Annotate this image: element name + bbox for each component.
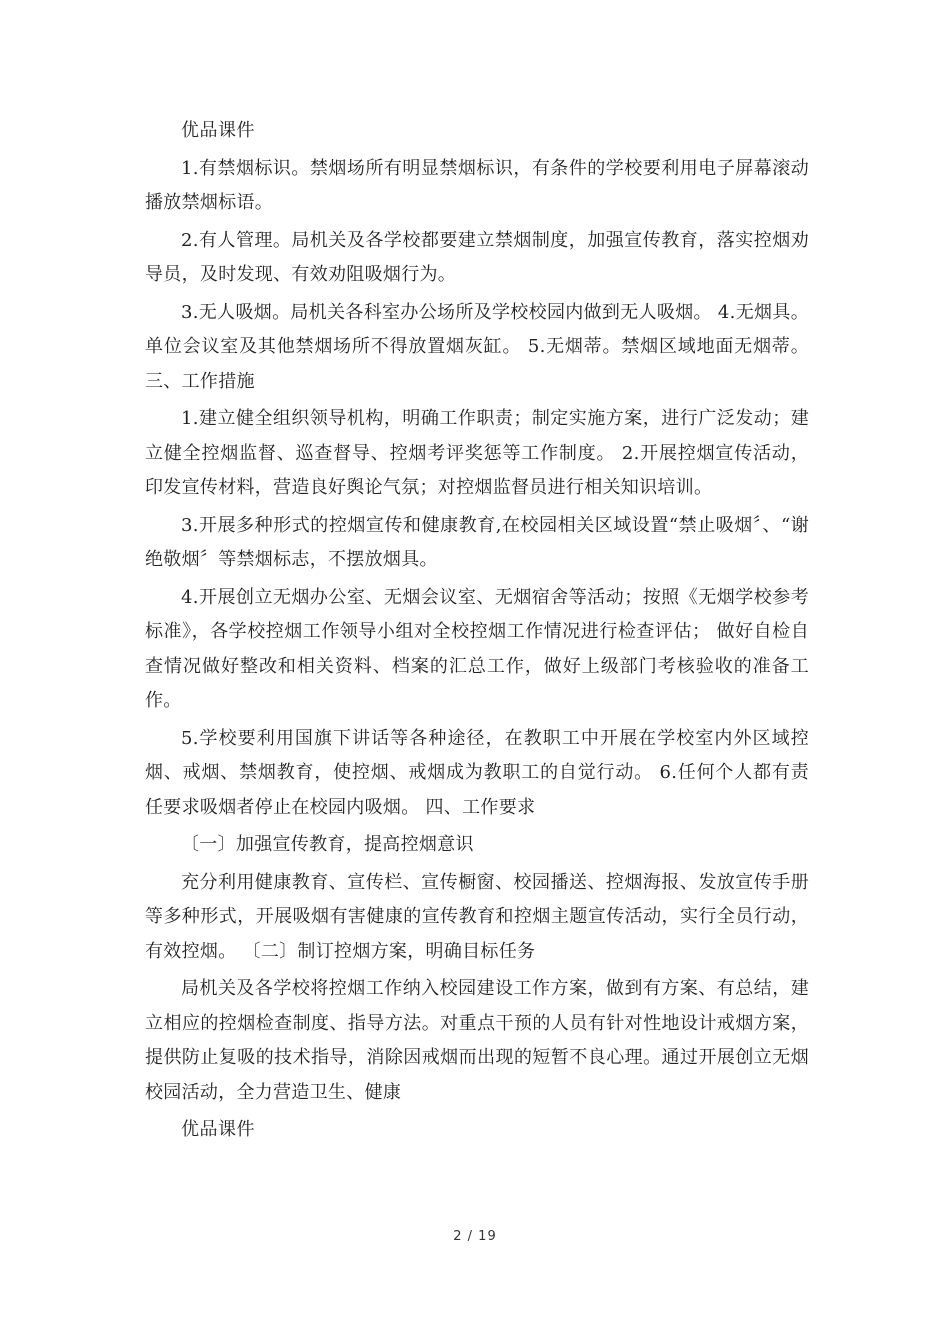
document-body — [145, 114, 809, 1148]
paragraph-6: 4.开展创立无烟办公室、无烟会议室、无烟宿舍等活动；按照《无烟学校参考标准》，各学校控烟工作领导小组对全校控烟工作情况进行检查评估； 做好自检自查情况做好整改和相关资料、档案的汇总工作，做好上级部门考核验收的准备工作。 — [145, 586, 809, 711]
paragraph-3: 3.无人吸烟。局机关各科室办公场所及学校校园内做到无人吸烟。 4.无烟具。单位会议室及其他禁烟场所不得放置烟灰缸。 5.无烟蒂。禁烟区域地面无烟蒂。 三、工作措施 — [145, 301, 809, 392]
section-heading-1: 〔一〕加强宣传教育，提高控烟意识 — [181, 834, 474, 855]
paragraph-9: 局机关及各学校将控烟工作纳入校园建设工作方案，做到有方案、有总结，建立相应的控烟检查制度、指导方法。对重点干预的人员有针对性地设计戒烟方案，提供防止复吸的技术指导，消除因戒烟而出现的短暂不良心理。通过开展创立无烟校园活动，全力营造卫生、健康 — [145, 978, 809, 1103]
page-number: 2 / 19 — [453, 1229, 497, 1244]
header-label: 优品课件 — [181, 120, 255, 141]
paragraph-4: 1.建立健全组织领导机构，明确工作职责；制定实施方案，进行广泛发动；建立健全控烟监督、巡查督导、控烟考评奖惩等工作制度。 2.开展控烟宣传活动，印发宣传材料，营造良好舆论气氛；对控烟监督员进行相关知识培训。 — [145, 408, 809, 498]
paragraph-2: 2.有人管理。局机关及各学校都要建立禁烟制度，加强宣传教育，落实控烟劝导员，及时发现、有效劝阻吸烟行为。 — [145, 229, 809, 285]
paragraph-1: 1.有禁烟标识。禁烟场所有明显禁烟标识，有条件的学校要利用电子屏幕滚动播放禁烟标语。 — [145, 157, 809, 213]
footer-label: 优品课件 — [181, 1119, 255, 1140]
paragraph-7: 5.学校要利用国旗下讲话等各种途径，在教职工中开展在学校室内外区域控烟、戒烟、禁烟教育，使控烟、戒烟成为教职工的自觉行动。 6.任何个人都有责任要求吸烟者停止在校园内吸烟。 四、工作要求 — [145, 727, 809, 818]
paragraph-8: 充分利用健康教育、宣传栏、宣传橱窗、校园播送、控烟海报、发放宣传手册等多种形式，开展吸烟有害健康的宣传教育和控烟主题宣传活动，实行全员行动，有效控烟。 〔二〕制订控烟方案，明确目标任务 — [145, 871, 809, 962]
paragraph-5: 3.开展多种形式的控烟宣传和健康教育,在校园相关区域设置“禁止吸烟〞、“谢绝敬烟〞等禁烟标志，不摆放烟具。 — [145, 514, 809, 570]
